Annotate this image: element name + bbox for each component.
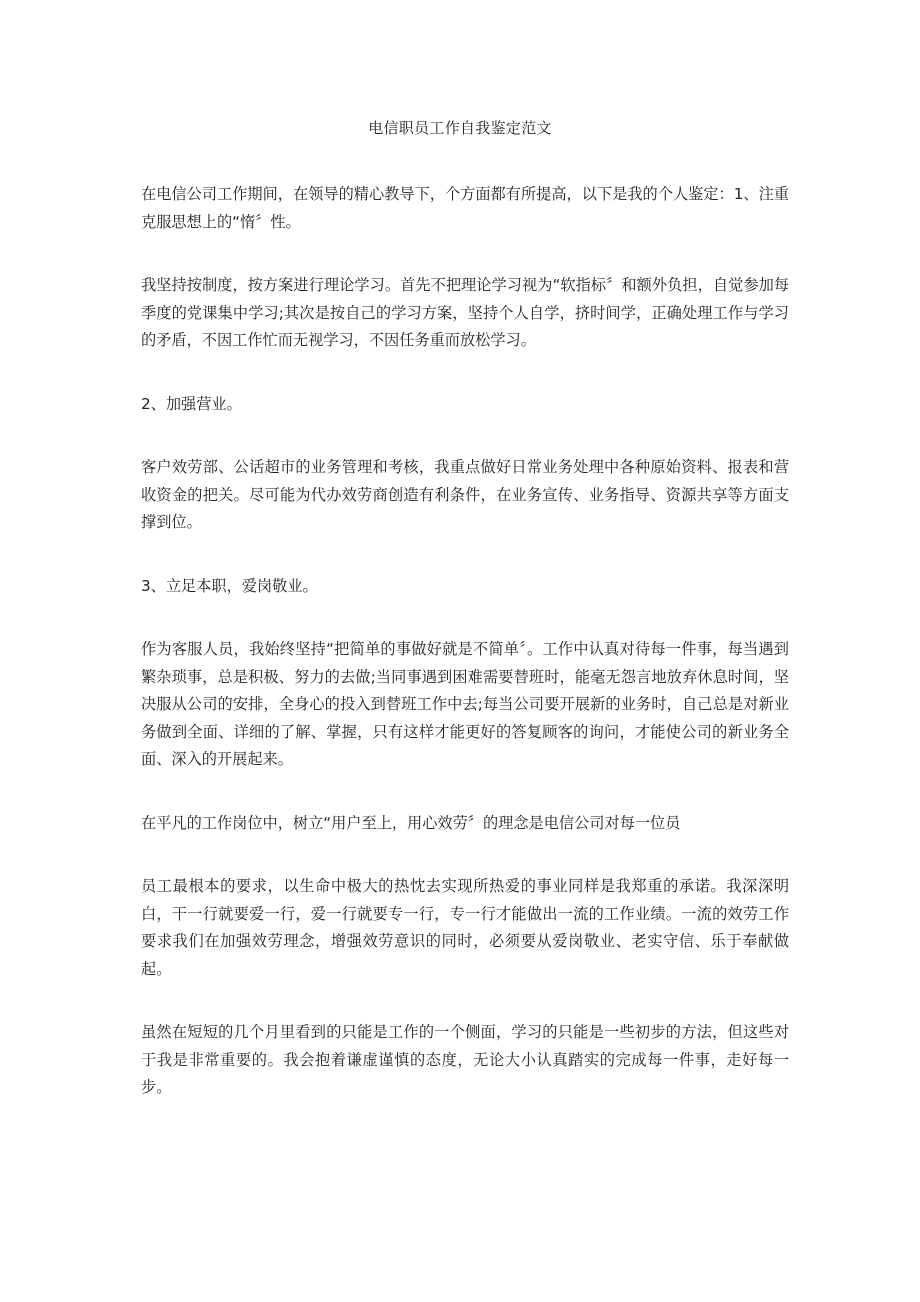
heading-business: 2、加强营业。 xyxy=(141,394,242,413)
paragraph-commitment: 员工最根本的要求，以生命中极大的热忱去实现所热爱的事业同样是我郑重的承诺。我深深明白，干一行就要爱一行，爱一行就要专一行，专一行才能做出一流的工作业绩。一流的效劳工作要求我们在加强效劳理念，增强效劳意识的同时，必须要从爱岗敬业、老实守信、乐于奉献做起。 xyxy=(141,877,789,978)
document-title: 电信职员工作自我鉴定范文 xyxy=(368,119,552,137)
paragraph-study: 我坚持按制度，按方案进行理论学习。首先不把理论学习视为“软指标〞和额外负担，自觉参加每季度的党课集中学习;其次是按自己的学习方案，坚持个人自学，挤时间学，正确处理工作与学习的矛盾，不因工作忙而无视学习，不因任务重而放松学习。 xyxy=(141,276,789,349)
heading-dedication: 3、立足本职，爱岗敬业。 xyxy=(141,576,318,595)
paragraph-customer-service: 作为客服人员，我始终坚持“把简单的事做好就是不简单〞。工作中认真对待每一件事，每当遇到繁杂琐事，总是积极、努力的去做;当同事遇到困难需要替班时，能毫无怨言地放弃休息时间，坚决服从公司的安排，全身心的投入到替班工作中去;每当公司要开展新的业务时，自己总是对新业务做到全面、详细的了解、掌握，只有这样才能更好的答复顾客的询问，才能使公司的新业务全面、深入的开展起来。 xyxy=(141,640,789,768)
document-body xyxy=(141,181,789,1138)
paragraph-philosophy: 在平凡的工作岗位中，树立“用户至上，用心效劳〞的理念是电信公司对每一位员 xyxy=(141,813,681,832)
paragraph-intro: 在电信公司工作期间，在领导的精心教导下，个方面都有所提高，以下是我的个人鉴定：1、注重克服思想上的“惰〞性。 xyxy=(141,185,789,231)
paragraph-business: 客户效劳部、公话超市的业务管理和考核，我重点做好日常业务处理中各种原始资料、报表和营收资金的把关。尽可能为代办效劳商创造有利条件，在业务宣传、业务指导、资源共享等方面支撑到位。 xyxy=(141,458,789,531)
paragraph-conclusion: 虽然在短短的几个月里看到的只能是工作的一个侧面，学习的只能是一些初步的方法，但这些对于我是非常重要的。我会抱着谦虚谨慎的态度，无论大小认真踏实的完成每一件事，走好每一步。 xyxy=(141,1023,789,1096)
